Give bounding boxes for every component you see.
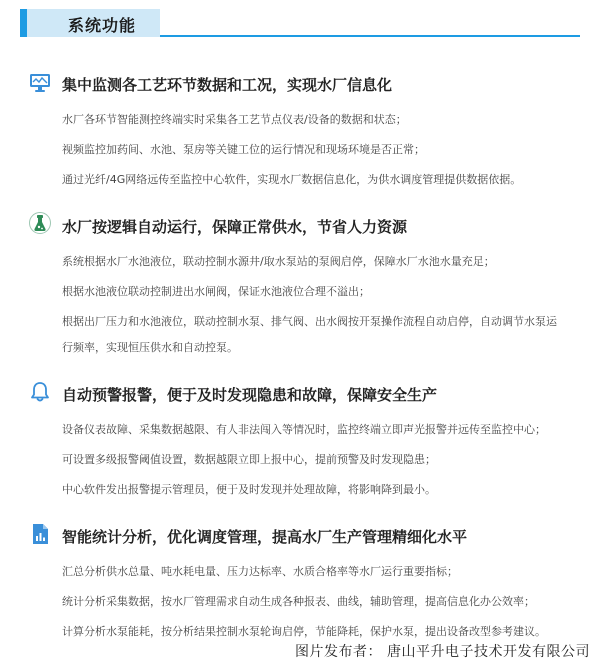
section-header [20,9,580,37]
section-line: 统计分析采集数据，按水厂管理需求自动生成各种报表、曲线，辅助管理，提高信息化办公效率； [62,595,535,608]
header-rule [160,35,580,37]
section-line: 视频监控加药间、水池、泵房等关键工位的运行情况和现场环境是否正常； [62,143,425,156]
section-line: 通过光纤/4G网络远传至监控中心软件，实现水厂数据信息化，为供水调度管理提供数据依据。 [62,173,522,186]
section-title: 集中监测各工艺环节数据和工况，实现水厂信息化 [62,76,393,94]
section-line: 系统根据水厂水池液位，联动控制水源井/取水泵站的泵阀启停，保障水厂水池水量充足； [62,255,495,268]
section-line: 根据水池液位联动控制进出水闸阀，保证水池液位合理不溢出； [62,285,370,298]
section-line: 行频率，实现恒压供水和自动控泵。 [62,341,238,354]
chart-document-icon [28,522,52,546]
section-title: 智能统计分析，优化调度管理，提高水厂生产管理精细化水平 [62,528,468,546]
section-title: 自动预警报警，便于及时发现隐患和故障，保障安全生产 [62,386,438,404]
section-line: 中心软件发出报警提示管理员，便于及时发现并处理故障，将影响降到最小。 [62,483,436,496]
header-title: 系统功能 [68,16,137,35]
section-line: 根据出厂压力和水池液位，联动控制水泵、排气阀、出水阀按开泵操作流程自动启停，自动调节水泵运 [62,315,557,328]
header-stripe [20,9,27,37]
bell-icon [28,380,52,404]
section-line: 设备仪表故障、采集数据越限、有人非法闯入等情况时，监控终端立即声光报警并远传至监控中心； [62,423,546,436]
monitor-icon [28,71,52,95]
flask-icon [28,211,52,235]
section-line: 水厂各环节智能测控终端实时采集各工艺节点仪表/设备的数据和状态； [62,113,407,126]
publisher-credit: 图片发布者： 唐山平升电子技术开发有限公司 [295,644,590,660]
section-line: 汇总分析供水总量、吨水耗电量、压力达标率、水质合格率等水厂运行重要指标； [62,565,458,578]
section-line: 可设置多级报警阈值设置，数据越限立即上报中心，提前预警及时发现隐患； [62,453,436,466]
section-line: 计算分析水泵能耗，按分析结果控制水泵轮询启停，节能降耗，保护水泵，提出设备改型参考建议。 [62,625,546,638]
section-title: 水厂按逻辑自动运行，保障正常供水，节省人力资源 [62,218,408,236]
